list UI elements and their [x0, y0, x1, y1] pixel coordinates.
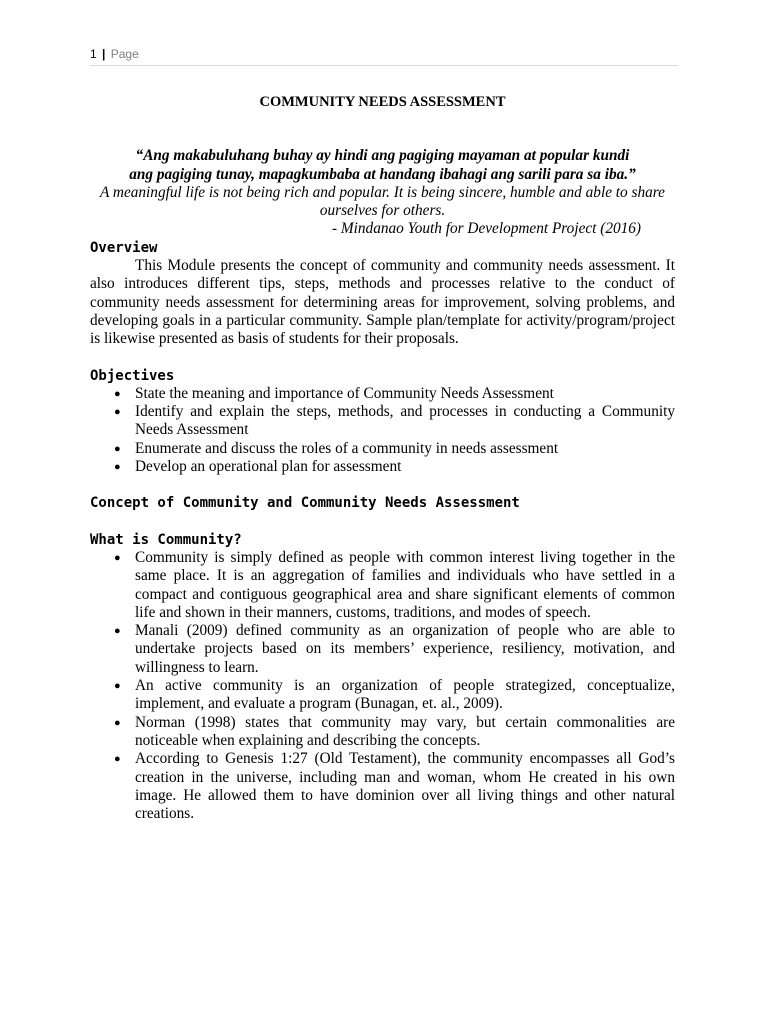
- page-number: 1: [90, 47, 97, 61]
- list-item: ● Norman (1998) states that community may vary, but certain commonalities are noticeable when explaining and describing the concepts.: [90, 714, 675, 751]
- list-item: ● Develop an operational plan for assessment: [90, 458, 675, 476]
- quote-english: A meaningful life is not being rich and popular. It is being sincere, humble and able to share ourselves for others.: [100, 183, 665, 220]
- list-item: ● Community is simply defined as people with common interest living together in the same place. It is an aggregation of families and individuals who have settled in a compact and contiguous geographical area and share significant elements of common life and shown in their manners, customs, traditions, and modes of speech.: [90, 549, 675, 622]
- list-item: ● Identify and explain the steps, methods, and processes in conducting a Community Needs Assessment: [90, 403, 675, 440]
- quote-tagalog: “Ang makabuluhang buhay ay hindi ang pagiging mayaman at popular kundi ang pagiging tunay, mapagkumbaba at handang ibahagi ang sarili para sa iba.”: [129, 147, 636, 183]
- objectives-list: [90, 385, 675, 476]
- overview-paragraph: This Module presents the concept of community and community needs assessment. It also introduces different tips, steps, methods and processes relative to the conduct of community needs assessment for determining areas for improvement, solving problems, and developing goals in a particular community. Sample plan/template for activity/program/project is likewise presented as basis of students for their proposals.: [90, 257, 675, 348]
- page-header: [90, 46, 678, 66]
- list-item: ● Enumerate and discuss the roles of a community in needs assessment: [90, 440, 675, 458]
- list-item: ● Manali (2009) defined community as an organization of people who are able to undertake projects based on its members’ experience, resiliency, motivation, and willingness to learn.: [90, 622, 675, 677]
- list-item: ● According to Genesis 1:27 (Old Testament), the community encompasses all God’s creation in the universe, including man and woman, whom He created in his own image. He allowed them to have dominion over all living things and other natural creations.: [90, 750, 675, 823]
- concept-heading: Concept of Community and Community Needs Assessment: [90, 495, 520, 512]
- document-body: [90, 93, 675, 823]
- header-separator: |: [102, 47, 106, 61]
- community-list: [90, 549, 675, 823]
- list-item: ● State the meaning and importance of Community Needs Assessment: [90, 385, 675, 403]
- overview-heading: Overview: [90, 239, 158, 256]
- document-title: COMMUNITY NEEDS ASSESSMENT: [259, 94, 506, 110]
- quote-attribution: - Mindanao Youth for Development Project (2016): [332, 220, 642, 238]
- page-label: Page: [110, 47, 139, 61]
- objectives-heading: Objectives: [90, 367, 175, 384]
- community-heading: What is Community?: [90, 531, 242, 548]
- list-item: ● An active community is an organization of people strategized, conceptualize, implement, and evaluate a program (Bunagan, et. al., 2009).: [90, 677, 675, 714]
